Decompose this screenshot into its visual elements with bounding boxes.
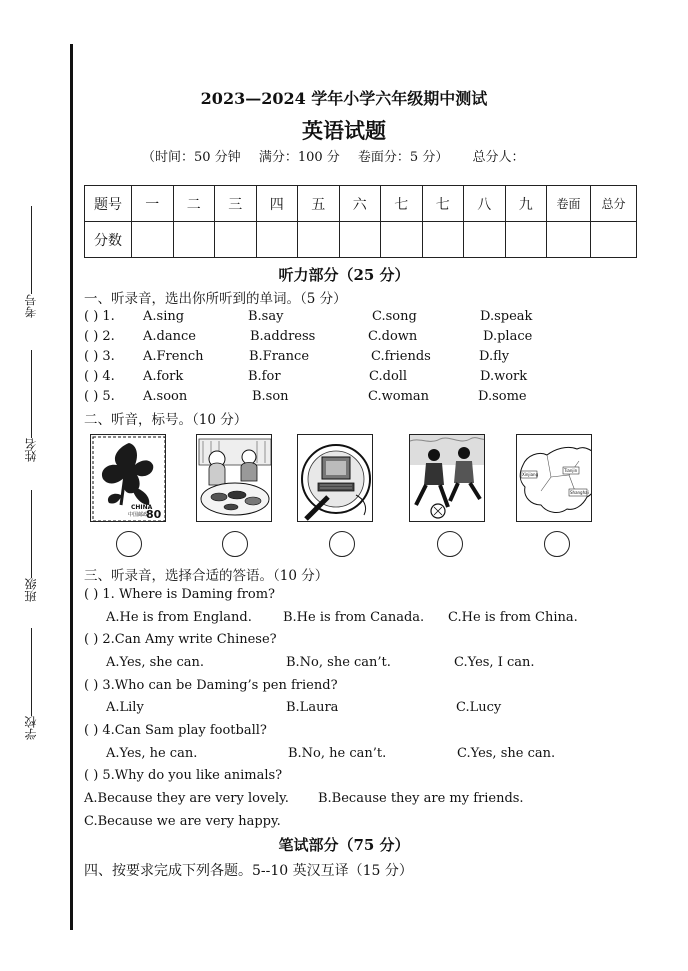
- answer-blank[interactable]: ( ) 2.: [84, 329, 115, 344]
- school-field[interactable]: [20, 624, 42, 740]
- name-line: [31, 350, 32, 438]
- score-cell[interactable]: [215, 222, 257, 258]
- subject-title: 英语试题: [302, 118, 386, 143]
- binding-line: [70, 44, 73, 930]
- time-info: （时间：50 分钟: [142, 150, 241, 165]
- option-a: A.He is from England.: [106, 610, 252, 625]
- score-table-header-cell: 一: [132, 186, 174, 222]
- option-a: A.soon: [143, 389, 188, 404]
- score-table-row-label: 分数: [85, 222, 132, 258]
- option-b: B.He is from Canada.: [283, 610, 425, 625]
- option-a: A.fork: [143, 369, 184, 384]
- number-circle[interactable]: [437, 531, 463, 557]
- stamp-picture: [90, 434, 166, 522]
- option-c: C.song: [372, 309, 417, 324]
- answer-blank[interactable]: ( ) 3.: [84, 349, 115, 364]
- score-cell[interactable]: [256, 222, 298, 258]
- number-circle[interactable]: [116, 531, 142, 557]
- scorer-info: 总分人：: [472, 150, 525, 165]
- option-c: C.down: [368, 329, 418, 344]
- score-cell[interactable]: [591, 222, 637, 258]
- score-table-header-cell: 九: [505, 186, 547, 222]
- score-cell[interactable]: [173, 222, 215, 258]
- score-table-header-cell: 六: [339, 186, 381, 222]
- option-a: A.Yes, he can.: [106, 746, 198, 761]
- score-table-header-cell: 四: [256, 186, 298, 222]
- score-cell[interactable]: [339, 222, 381, 258]
- section-3-title: 三、听录音，选择合适的答语。（10 分）: [84, 568, 329, 584]
- answer-question[interactable]: ( ) 2.Can Amy write Chinese?: [84, 632, 277, 647]
- dinner-illustration: [197, 435, 272, 522]
- dinner-picture: [196, 434, 272, 522]
- option-b: B.France: [249, 349, 310, 364]
- option-d: D.speak: [480, 309, 533, 324]
- section-2-title: 二、听音，标号。（10 分）: [84, 412, 248, 428]
- name-label: 姓名: [23, 438, 38, 462]
- option-c: C.He is from China.: [448, 610, 578, 625]
- football-illustration: [410, 435, 485, 522]
- option-c: C.friends: [371, 349, 431, 364]
- score-table-header-cell: 题号: [85, 186, 132, 222]
- exam-info: [142, 146, 538, 165]
- map-label-shanghai: Shanghai: [570, 490, 589, 495]
- score-table-header-cell: 卷面: [547, 186, 591, 222]
- option-d: D.place: [483, 329, 533, 344]
- score-table-score-row: [85, 222, 637, 258]
- exam-number-field[interactable]: [20, 202, 42, 318]
- score-table-header-cell: 七: [381, 186, 423, 222]
- school-line: [31, 628, 32, 716]
- option-b: B.No, she can’t.: [286, 655, 391, 670]
- written-part-title: 笔试部分（75 分）: [278, 836, 410, 854]
- score-table-header-cell: 七: [422, 186, 464, 222]
- score-cell[interactable]: [464, 222, 506, 258]
- score-table-header-cell: 三: [215, 186, 257, 222]
- name-field[interactable]: [20, 346, 42, 462]
- option-b: B.for: [248, 369, 281, 384]
- exam-number-label: 考号: [23, 294, 38, 318]
- score-cell[interactable]: [505, 222, 547, 258]
- score-cell[interactable]: [381, 222, 423, 258]
- option-c: C.Lucy: [456, 700, 502, 715]
- score-cell[interactable]: [132, 222, 174, 258]
- option-d: D.fly: [479, 349, 510, 364]
- score-table-header-row: [85, 186, 637, 222]
- score-table-header-cell: 八: [464, 186, 506, 222]
- stamp-post-text: 中国邮政: [128, 512, 149, 518]
- answer-question[interactable]: ( ) 5.Why do you like animals?: [84, 768, 283, 783]
- class-label: 班级: [23, 578, 38, 602]
- map-label-xinjiang: Xinjiang: [522, 472, 539, 477]
- computer-picture: [297, 434, 373, 522]
- score-table-header-cell: 五: [298, 186, 340, 222]
- number-circle[interactable]: [222, 531, 248, 557]
- score-cell[interactable]: [298, 222, 340, 258]
- neatness-score-info: 卷面分：5 分）: [357, 150, 449, 165]
- class-line: [31, 490, 32, 578]
- option-b: B.No, he can’t.: [288, 746, 387, 761]
- stamp-country-text: CHINA: [131, 504, 153, 511]
- score-cell[interactable]: [422, 222, 464, 258]
- answer-blank[interactable]: ( ) 4.: [84, 369, 115, 384]
- option-c: C.Because we are very happy.: [84, 814, 281, 829]
- map-illustration: [517, 435, 592, 522]
- option-c: C.Yes, I can.: [454, 655, 535, 670]
- computer-illustration: [298, 435, 373, 522]
- option-a: A.Lily: [106, 700, 144, 715]
- stamp-illustration: [91, 435, 166, 522]
- football-picture: [409, 434, 485, 522]
- score-cell[interactable]: [547, 222, 591, 258]
- map-label-tianjin: Tianjin: [564, 468, 578, 473]
- exam-title: 2023—2024 学年小学六年级期中测试: [200, 89, 488, 108]
- option-a: A.French: [143, 349, 204, 364]
- option-b: B.address: [250, 329, 316, 344]
- number-circle[interactable]: [329, 531, 355, 557]
- option-b: B.son: [252, 389, 289, 404]
- option-a: A.Because they are very lovely.: [84, 791, 289, 806]
- option-c: C.doll: [369, 369, 408, 384]
- option-d: D.work: [480, 369, 528, 384]
- answer-blank[interactable]: ( ) 1.: [84, 309, 115, 324]
- score-table-header-cell: 二: [173, 186, 215, 222]
- option-a: A.dance: [143, 329, 196, 344]
- option-d: D.some: [478, 389, 527, 404]
- number-circle[interactable]: [544, 531, 570, 557]
- class-field[interactable]: [20, 486, 42, 602]
- full-score-info: 满分：100 分: [258, 150, 340, 165]
- section-1-title: 一、听录音，选出你所听到的单词。（5 分）: [84, 291, 347, 307]
- map-picture: [516, 434, 592, 522]
- option-b: B.say: [248, 309, 284, 324]
- answer-question[interactable]: ( ) 4.Can Sam play football?: [84, 723, 267, 738]
- section-4-title: 四、按要求完成下列各题。5--10 英汉互译（15 分）: [84, 863, 413, 879]
- option-c: C.woman: [368, 389, 430, 404]
- option-b: B.Because they are my friends.: [318, 791, 524, 806]
- answer-blank[interactable]: ( ) 5.: [84, 389, 115, 404]
- score-table-header-cell: 总分: [591, 186, 637, 222]
- listening-part-title: 听力部分（25 分）: [278, 266, 410, 284]
- option-c: C.Yes, she can.: [457, 746, 556, 761]
- option-a: A.sing: [143, 309, 185, 324]
- answer-question[interactable]: ( ) 1. Where is Daming from?: [84, 587, 276, 602]
- answer-question[interactable]: ( ) 3.Who can be Daming’s pen friend?: [84, 678, 338, 693]
- school-label: 学校: [23, 716, 38, 740]
- option-a: A.Yes, she can.: [106, 655, 205, 670]
- stamp-value-text: 80: [146, 508, 162, 521]
- score-table: [84, 185, 637, 258]
- option-b: B.Laura: [286, 700, 339, 715]
